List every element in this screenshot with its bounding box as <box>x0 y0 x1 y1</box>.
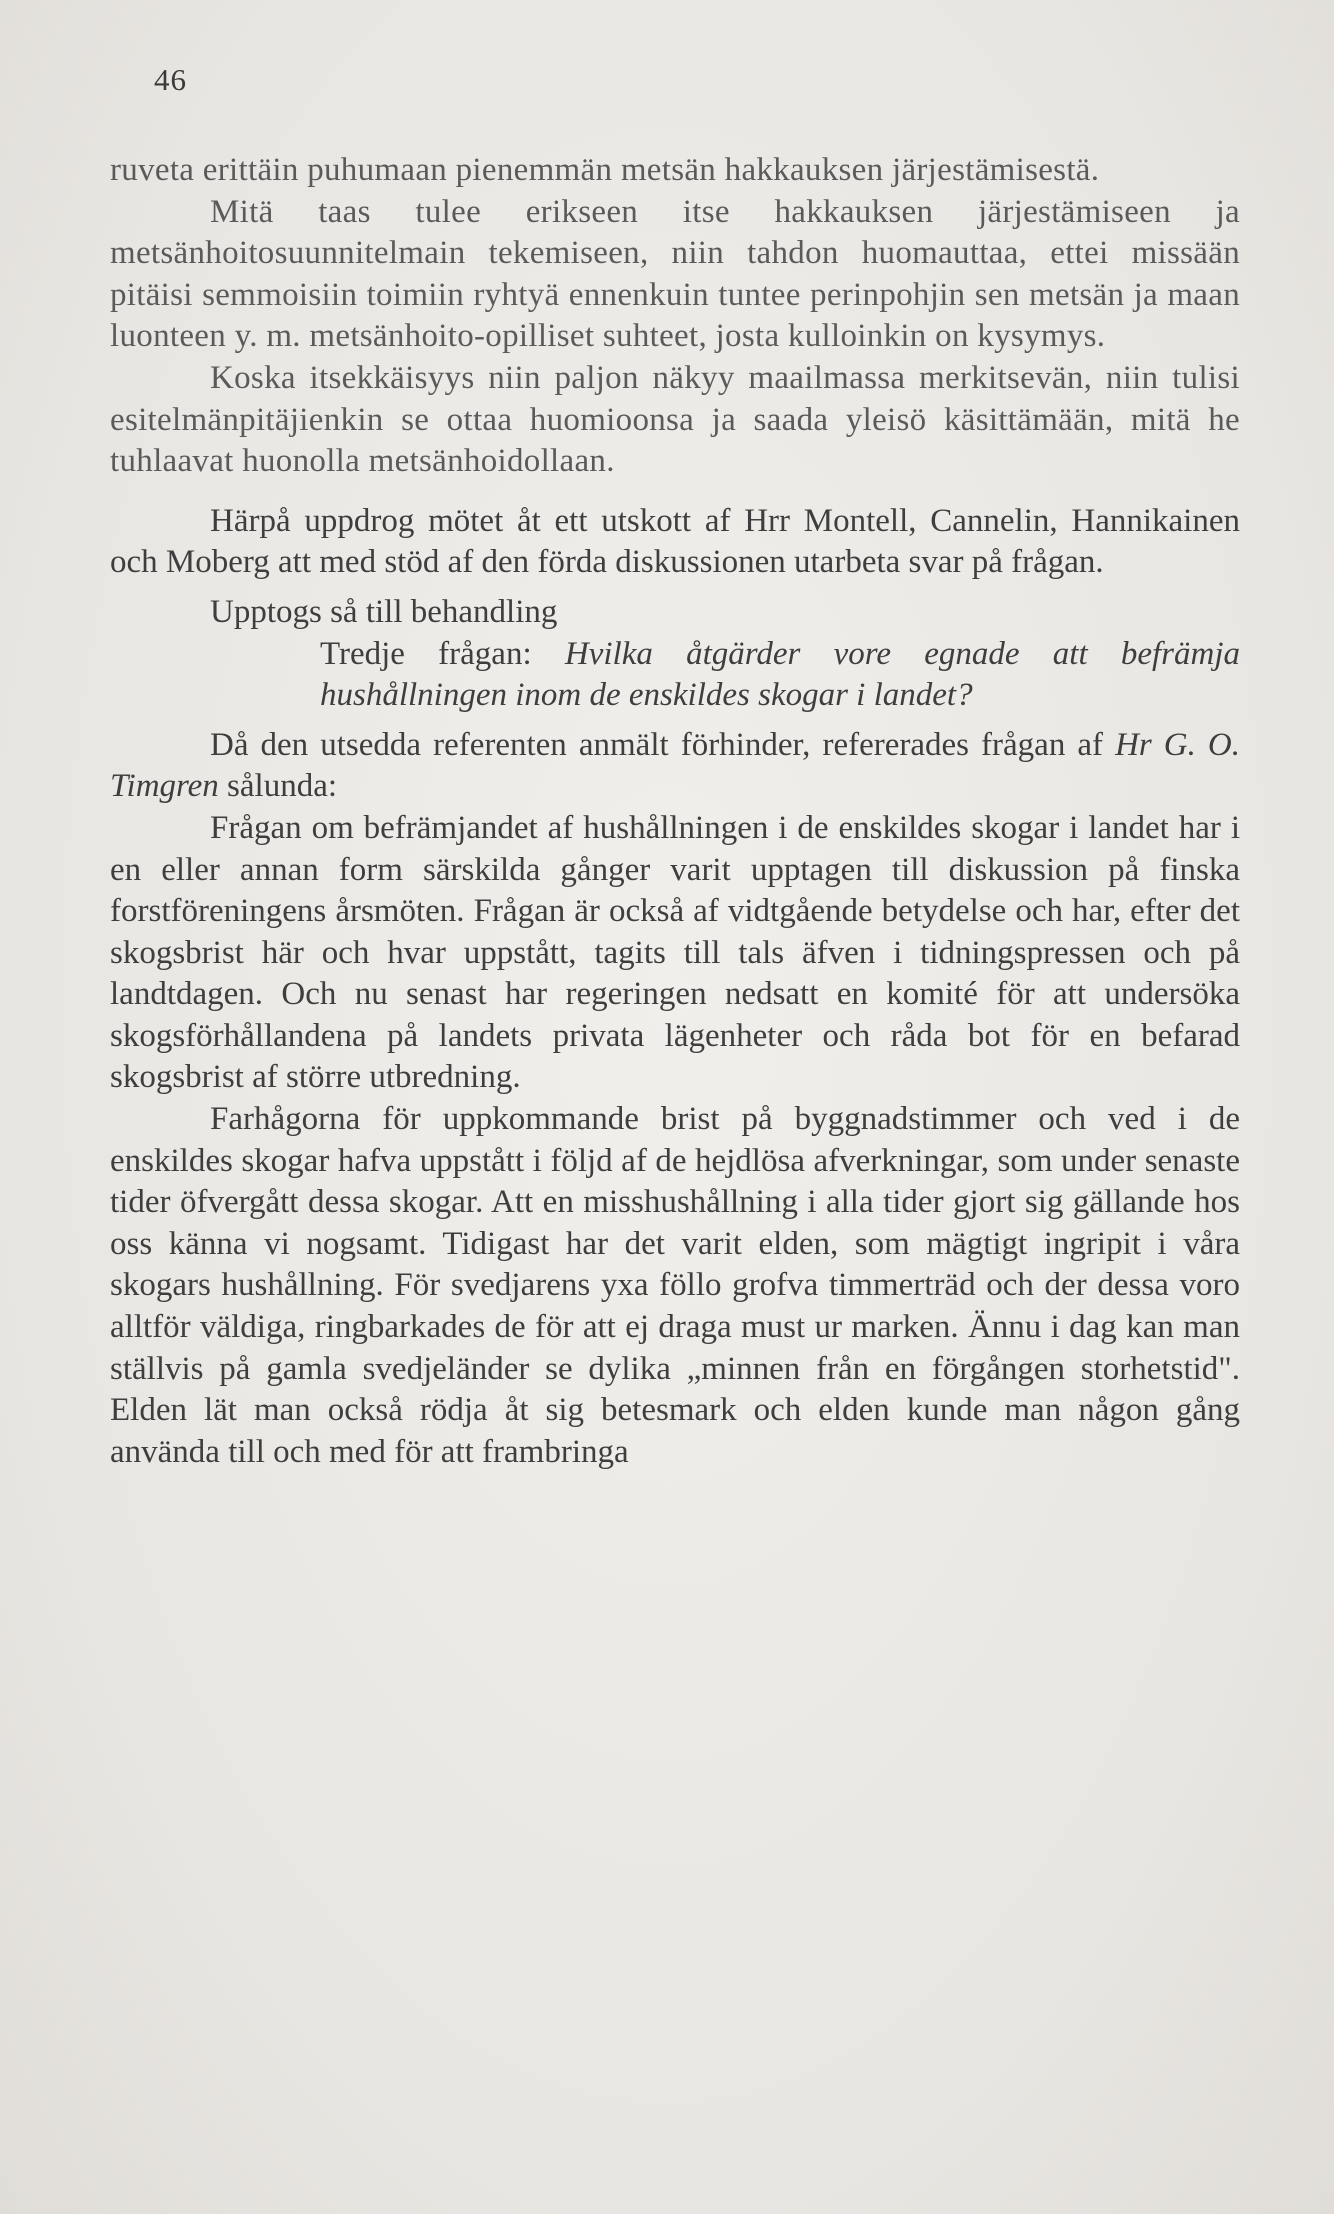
finnish-paragraph-2: Mitä taas tulee erikseen itse hakkauksen järjestämiseen ja metsänhoitosuunnitelmain tekemiseen, niin tahdon huomauttaa, ettei missään pitäisi semmoisiin toimiin ryhtyä ennenkuin tuntee perinpohjin sen metsän ja maan luonteen y. m. metsänhoito-opilliset suhteet, josta kulloinkin on kysymys. <box>110 193 1240 355</box>
referent-name: Hr G. O. Timgren <box>110 726 1240 805</box>
swedish-paragraph-2: Farhågorna för uppkommande brist på byggnadstimmer och ved i de enskildes skogar hafva uppstått i följd af de hejdlösa afverkningar, som under senaste tider öfvergått dessa skogar. Att en misshushållning i alla tider gjort sig gällande hos oss känna vi nogsamt. Tidigast har det varit elden, som mägtigt ingripit i våra skogars hushållning. För svedjarens yxa föllo grofva timmerträd och der dessa voro alltför väldiga, ringbarkades de för att ej draga must ur marken. Ännu i dag kan man ställvis på gamla svedjeländer se dylika „minnen från en förgången storhetstid". Elden lät man också rödja åt sig betesmark och elden kunde man någon gång använda till och med för att frambringa <box>110 1101 1240 1470</box>
upptogs-line: Upptogs så till behandling <box>210 593 558 630</box>
committee-paragraph: Härpå uppdrog mötet åt ett utskott af Hrr Montell, Cannelin, Hannikainen och Moberg att med stöd af den förda diskussionen utarbeta svar på frågan. <box>110 502 1240 581</box>
question-heading <box>110 634 1240 717</box>
finnish-paragraph-3: Koska itsekkäisyys niin paljon näkyy maailmassa merkitsevän, niin tulisi esitelmänpitäjienkin se ottaa huomioonsa ja saada yleisö käsittämään, mitä he tuhlaavat huonolla metsänhoidollaan. <box>110 359 1240 480</box>
referent-paragraph <box>110 725 1240 808</box>
question-label: Tredje frågan: <box>320 635 532 672</box>
page-number: 46 <box>154 62 187 97</box>
finnish-paragraph-1: ruveta erittäin puhumaan pienemmän metsän hakkauksen järjestämisestä. <box>110 152 1100 188</box>
referent-pre: Då den utsedda referenten anmält förhinder, refererades frågan af <box>210 726 1116 763</box>
question-text: Hvilka åtgärder vore egnade att befrämja hushållningen inom de enskildes skogar i landet? <box>320 635 1241 714</box>
body-text <box>110 150 1240 1473</box>
referent-post: sålunda: <box>218 768 338 805</box>
swedish-paragraph-1: Frågan om befrämjandet af hushållningen i de enskildes skogar i landet har i en eller annan form särskilda gånger varit upptagen till diskussion på finska forstföreningens årsmöten. Frågan är också af vidtgående betydelse och har, efter det skogsbrist här och hvar uppstått, tagits till tals äfven i tidningspressen och på landtdagen. Och nu senast har regeringen nedsatt en komité för att undersöka skogsförhållandena på landets privata lägenheter och råda bot för en befarad skogsbrist af större utbredning. <box>110 809 1240 1096</box>
